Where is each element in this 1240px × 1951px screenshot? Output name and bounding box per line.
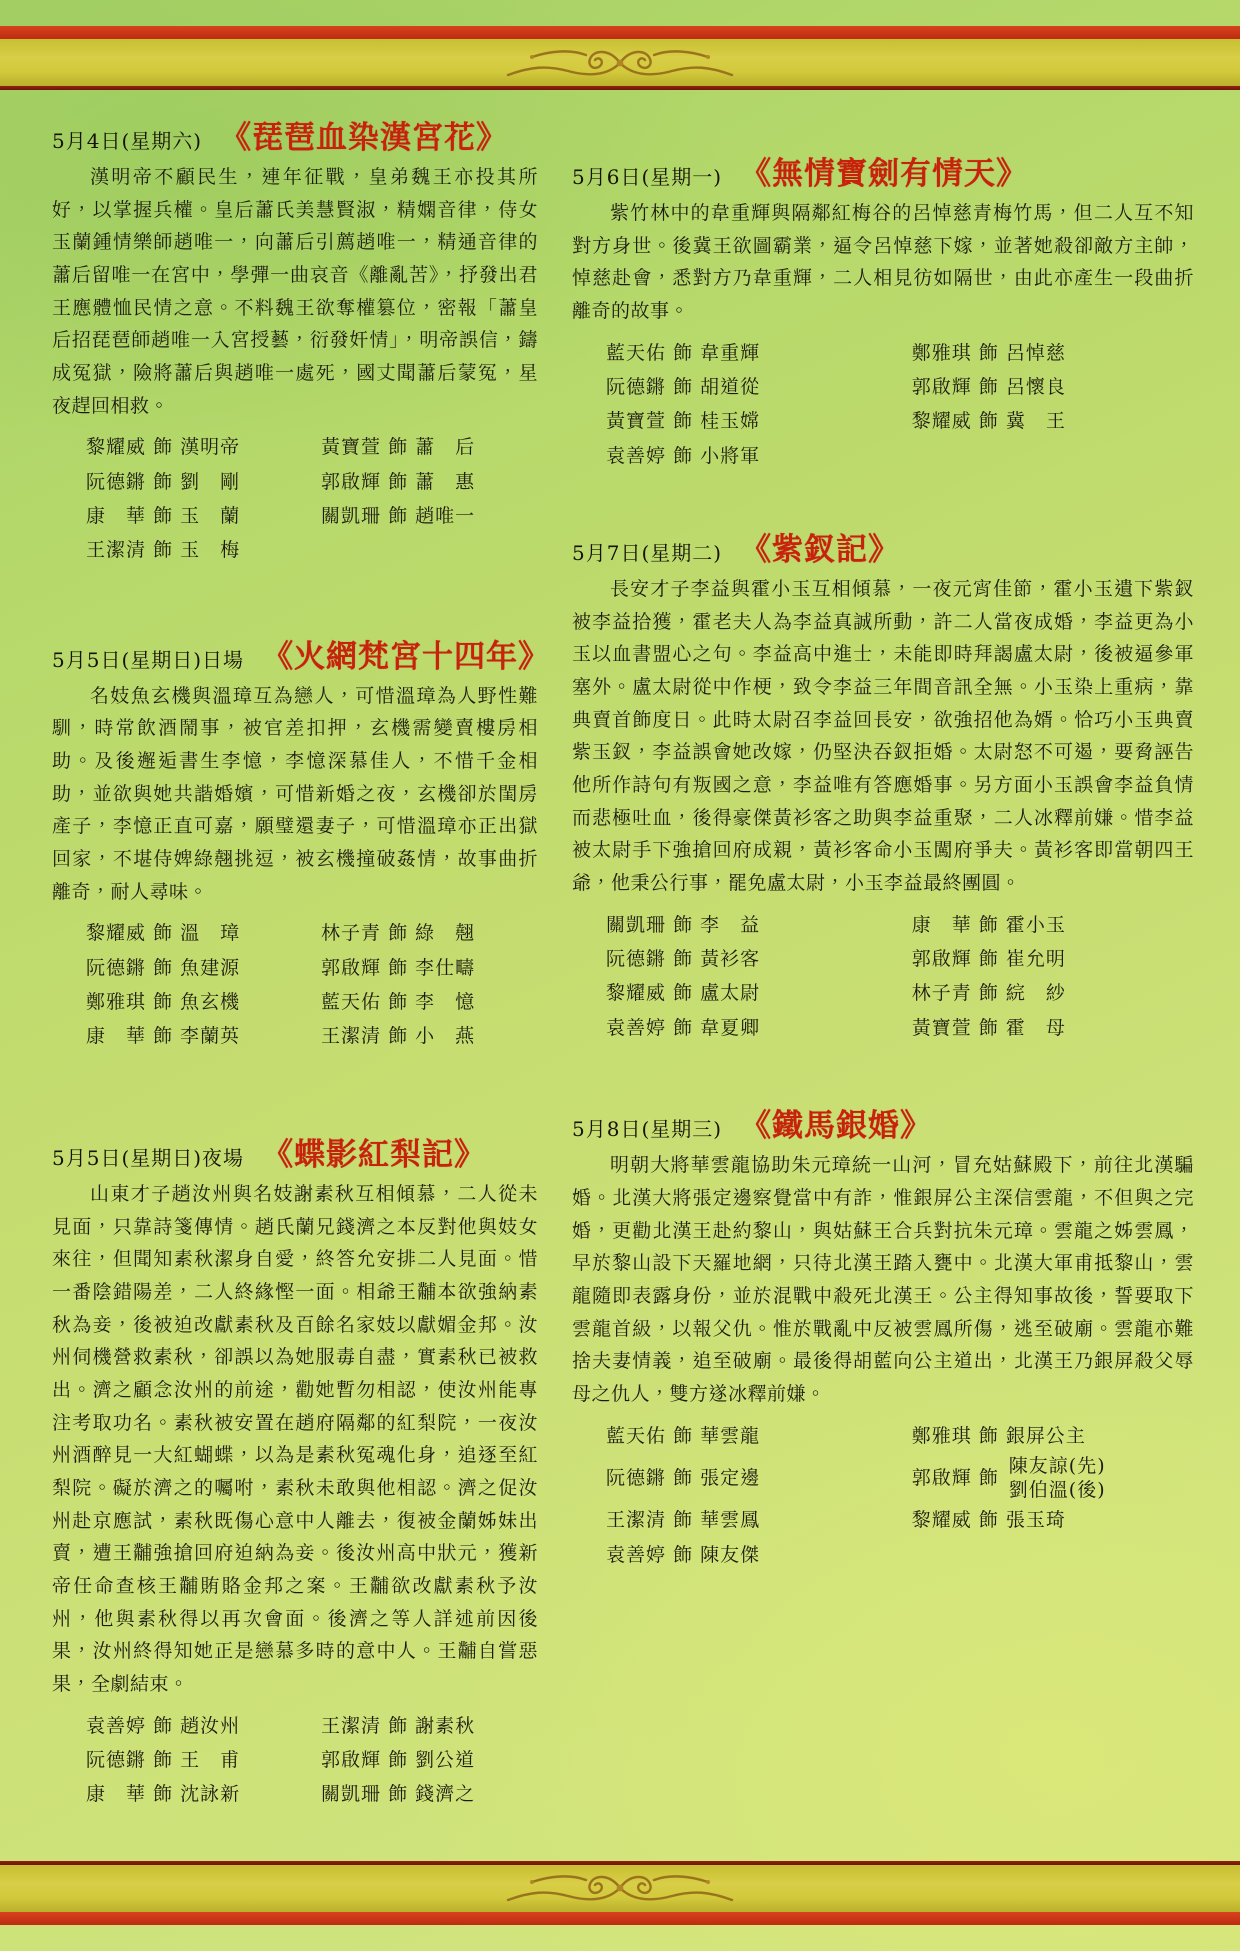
cast-entry: 袁善婷 飾 陳友傑 [606,1543,761,1566]
show-section-huowang [52,631,551,1053]
show-title: 《火網梵宮十四年》 [262,638,551,675]
cast-entry: 康 華 飾 霍小玉 [911,913,1066,936]
cast-entry: 黃寶萱 飾 桂玉嫦 [606,410,761,433]
cast-row [86,953,538,984]
cast-entry: 王潔清 飾 小 燕 [321,1025,476,1048]
show-date: 5月4日(星期六) [52,129,203,153]
cast-entry: 關凱珊 飾 錢濟之 [321,1783,476,1806]
cast-row [606,338,1194,369]
show-synopsis: 紫竹林中的韋重輝與隔鄰紅梅谷的呂悼慈青梅竹馬，但二人互不知對方身世。後冀王欲圖霸業，逼令呂悼慈下嫁，並著她殺卻敵方主帥，悼慈赴會，悉對方乃韋重輝，二人相見彷如隔世，由此亦產生一段曲折離奇的故事。 [572,202,1194,323]
cast-entry: 郭啟輝 飾 蕭 惠 [321,470,476,493]
cast-row [606,1013,1194,1044]
show-date: 5月5日(星期日)日場 [52,647,245,672]
cast-row [606,1421,1194,1452]
cast-entry: 郭啟輝 飾 呂懷良 [911,376,1066,399]
show-title: 《無情寶劍有情天》 [740,156,1029,192]
cast-entry: 康 華 飾 沈詠新 [86,1783,241,1806]
cast-row [606,978,1194,1009]
show-synopsis: 名妓魚玄機與溫璋互為戀人，可惜溫璋為人野性難馴，時常飲酒鬧事，被官差扣押，玄機需變賣樓房相助。及後邂逅書生李憶，李憶深慕佳人，不惜千金相助，並欲與她共諧婚嬪，可惜新婚之夜，玄機卻於閨房產子，李憶正直可嘉，願璧還妻子，可惜溫璋亦正出獄回家，不堪侍婢綠翹挑逗，被玄機撞破姦情，故事曲折離奇，耐人尋味。 [52,684,538,903]
top-border [0,0,1240,90]
cast-entry: 黃寶萱 飾 蕭 后 [321,436,476,459]
cast-entry: 黃寶萱 飾 霍 母 [911,1016,1066,1039]
cast-actor-prefix: 郭啟輝 飾 [911,1466,999,1489]
top-margin [0,0,1240,26]
cast-row [86,1779,538,1810]
cast-list [86,1711,538,1811]
cast-row [86,987,538,1018]
flourish-icon [490,1868,750,1908]
show-synopsis: 漢明帝不顧民生，連年征戰，皇弟魏王亦投其所好，以掌握兵權。皇后蕭氏美慧賢淑，精嫻音律，侍女玉蘭鍾情樂師趙唯一，向蕭后引薦趙唯一，精通音律的蕭后留唯一在宮中，學彈一曲哀音《離亂苦》，抒發出君王應體恤民情之意。不料魏王欲奪權篡位，密報「蕭皇后招琵琶師趙唯一入宮授藝，衍發奸情」，明帝誤信，鑄成冤獄，險將蕭后與趙唯一處死，國丈聞蕭后蒙冤，星夜趕回相救。 [52,166,538,417]
bottom-margin [0,1925,1240,1951]
show-head [52,631,551,676]
show-head [52,112,538,157]
show-head [52,1129,538,1174]
show-title: 《紫釵記》 [740,532,901,569]
cast-row [606,1455,1194,1503]
cast-entry: 關凱珊 飾 李 益 [606,913,761,936]
cast-entry: 鄭雅琪 飾 魚玄機 [86,991,241,1014]
cast-entry: 康 華 飾 玉 蘭 [86,505,241,528]
show-synopsis: 長安才子李益與霍小玉互相傾慕，一夜元宵佳節，霍小玉遺下紫釵被李益拾獲，霍老夫人為李益真誠所動，許二人當夜成婚，李益更為小玉以血書盟心之句。李益高中進士，未能即時拜謁盧太尉，後被逼參軍塞外。盧太尉從中作梗，致令李益三年間音訊全無。小玉染上重病，靠典賣首飾度日。此時太尉召李益回長安，欲強招他為婿。恰巧小玉典賣紫玉釵，李益誤會她改嫁，仍堅決吞釵拒婚。太尉怒不可遏，要脅誣告他所作詩句有叛國之意，李益唯有答應婚事。另方面小玉誤會李益負情而悲極吐血，後得豪傑黃衫客之助與李益重聚，二人冰釋前嫌。惜李益被太尉手下強搶回府成親，黃衫客命小玉闖府爭夫。黃衫客即當朝四王爺，他秉公行事，罷免盧太尉，小玉李益最終團圓。 [572,578,1194,895]
cast-row [86,501,538,532]
cast-entry: 王潔清 飾 謝素秋 [321,1714,476,1737]
top-gold-band [0,39,1240,86]
cast-dual-roles [1009,1455,1106,1503]
cast-row [606,1540,1194,1571]
cast-entry: 王潔清 飾 玉 梅 [86,539,241,562]
cast-row [86,467,538,498]
cast-entry: 郭啟輝 飾 崔允明 [911,948,1066,971]
cast-row [606,406,1194,437]
cast-entry: 袁善婷 飾 小將軍 [606,444,761,467]
cast-entry: 黎耀威 飾 溫 璋 [86,922,241,945]
cast-entry: 關凱珊 飾 趙唯一 [321,505,476,528]
show-head [572,1100,1194,1145]
cast-role-second: 劉伯溫(後) [1008,1478,1106,1501]
show-date: 5月8日(星期三) [572,1117,723,1142]
cast-row [606,1505,1194,1536]
cast-row [86,432,538,463]
cast-entry: 黎耀威 飾 漢明帝 [86,436,241,459]
show-date: 5月5日(星期日)夜場 [52,1145,245,1170]
cast-entry: 王潔清 飾 華雲鳳 [606,1509,761,1532]
cast-entry: 阮德鏘 飾 張定邊 [606,1466,761,1489]
cast-entry: 袁善婷 飾 韋夏卿 [606,1016,761,1039]
cast-list [606,910,1194,1044]
cast-entry: 阮德鏘 飾 劉 剛 [86,470,241,493]
cast-entry: 林子青 飾 綠 翹 [321,922,476,945]
cast-entry: 鄭雅琪 飾 銀屏公主 [911,1424,1086,1447]
bottom-red-strip [0,1912,1240,1925]
cast-entry: 黎耀威 飾 盧太尉 [606,982,761,1005]
top-red-strip [0,26,1240,39]
cast-row [606,910,1194,941]
cast-entry: 藍天佑 飾 華雲龍 [606,1424,761,1447]
cast-list [606,1421,1194,1572]
show-head [572,148,1194,193]
cast-entry: 阮德鏘 飾 黃衫客 [606,948,761,971]
left-column [52,106,551,1811]
programme-content [0,90,1240,1841]
cast-entry: 袁善婷 飾 趙汝州 [86,1714,241,1737]
cast-entry: 林子青 飾 綄 紗 [911,982,1066,1005]
show-section-wuqing [572,148,1194,472]
cast-entry: 藍天佑 飾 韋重輝 [606,341,761,364]
show-section-zichai [572,524,1194,1044]
cast-entry: 藍天佑 飾 李 憶 [321,991,476,1014]
cast-row [606,944,1194,975]
cast-row [606,441,1194,472]
right-column [572,106,1194,1811]
show-synopsis: 山東才子趙汝州與名妓謝素秋互相傾慕，二人從未見面，只靠詩箋傳情。趙氏蘭兄錢濟之本反對他與妓女來往，但聞知素秋潔身自愛，終答允安排二人見面。惜一番陰錯陽差，二人終緣慳一面。相爺王黼本欲強納素秋為妾，後被迫改獻素秋及百餘名家妓以獻媚金邦。汝州伺機營救素秋，卻誤以為她服毒自盡，實素秋已被救出。濟之顧念汝州的前途，勸她暫勿相認，使汝州能專注考取功名。素秋被安置在趙府隔鄰的紅梨院，一夜汝州酒醉見一大紅蝴蝶，以為是素秋冤魂化身，追逐至紅梨院。礙於濟之的囑咐，素秋未敢與他相認。濟之促汝州赴京應試，素秋既傷心意中人離去，復被金蘭姊妹出賣，遭王黼強搶回府迫納為妾。後汝州高中狀元，獲新帝任命查核王黼賄賂金邦之案。王黼欲改獻素秋予汝州，他與素秋得以再次會面。後濟之等人詳述前因後果，汝州終得知她正是戀慕多時的意中人。王黼自嘗惡果，全劇結束。 [52,1182,538,1695]
show-date: 5月6日(星期一) [572,165,723,189]
cast-entry: 康 華 飾 李蘭英 [86,1025,241,1048]
show-synopsis: 明朝大將華雲龍協助朱元璋統一山河，冒充姑蘇殿下，前往北漢騙婚。北漢大將張定邊察覺當中有詐，惟銀屏公主深信雲龍，不但與之完婚，更勸北漢王赴約黎山，與姑蘇王合兵對抗朱元璋。雲龍之姊雲鳳，早於黎山設下天羅地網，只待北漢王踏入甕中。北漢大軍甫抵黎山，雲龍隨即表露身份，並於混戰中殺死北漢王。公主得知事故後，誓要取下雲龍首級，以報父仇。惟於戰亂中反被雲鳳所傷，逃至破廟。雲龍亦難捨夫妻情義，追至破廟。最後得胡藍向公主道出，北漢王乃銀屏殺父辱母之仇人，雙方遂冰釋前嫌。 [572,1154,1194,1405]
cast-list [86,918,538,1052]
flourish-icon [490,43,750,83]
cast-list [606,338,1194,472]
show-title: 《琵琶血染漢宮花》 [220,120,509,156]
cast-list [86,432,538,566]
show-title: 《鐵馬銀婚》 [740,1108,933,1145]
cast-row [86,918,538,949]
bottom-border [0,1861,1240,1951]
bottom-gold-band [0,1865,1240,1912]
cast-entry: 阮德鏘 飾 胡道從 [606,376,761,399]
cast-entry: 黎耀威 飾 冀 王 [911,410,1066,433]
show-head [572,524,1194,569]
cast-entry: 黎耀威 飾 張玉琦 [911,1509,1066,1532]
show-section-tiema [572,1100,1194,1571]
cast-entry: 郭啟輝 飾 李仕疇 [321,956,476,979]
cast-row [86,1745,538,1776]
show-date: 5月7日(星期二) [572,541,723,566]
cast-row [86,1021,538,1052]
show-title: 《蝶影紅梨記》 [262,1136,487,1173]
show-section-pipa [52,112,538,567]
cast-row [606,372,1194,403]
cast-row [86,1711,538,1742]
show-section-dieying [52,1129,538,1811]
cast-entry: 郭啟輝 飾 劉公道 [321,1748,476,1771]
cast-row [86,535,538,566]
cast-entry: 鄭雅琪 飾 呂悼慈 [911,341,1066,364]
cast-role-first: 陳友諒(先) [1008,1454,1106,1477]
cast-entry-dual-role [912,1455,1194,1503]
cast-entry: 阮德鏘 飾 魚建源 [86,956,241,979]
cast-entry: 阮德鏘 飾 王 甫 [86,1748,241,1771]
